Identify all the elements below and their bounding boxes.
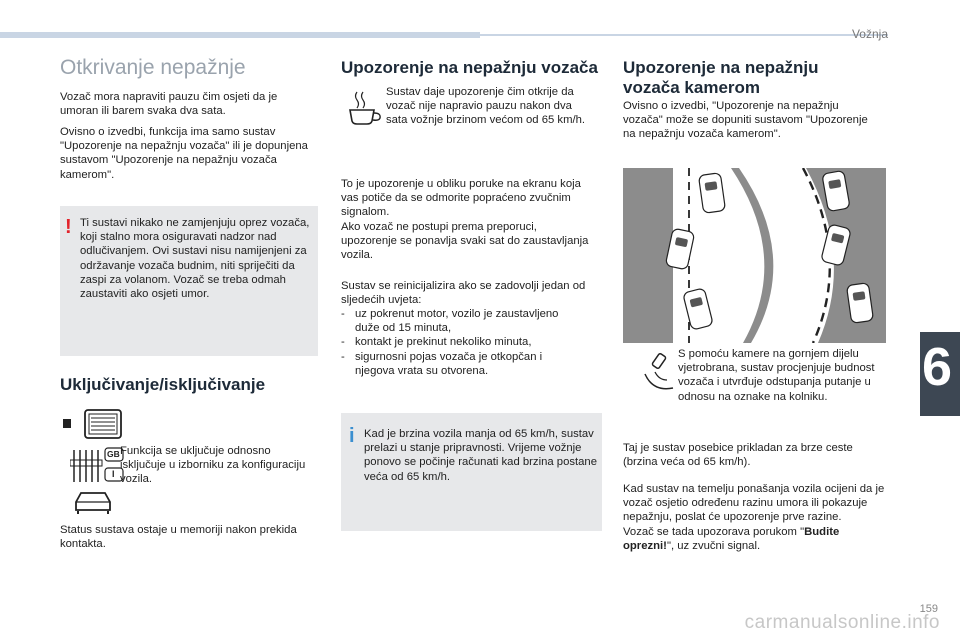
paragraph: Ako vozač ne postupi prema preporuci, upozorenje se ponavlja svaki sat do zaustavljanja vozila. [341,221,589,262]
list-item: - kontakt je prekinut nekoliko minuta, [341,335,581,349]
lane-deviation-illustration [623,168,886,343]
camera-text: S pomoću kamere na gornjem dijelu vjetrobrana, sustav procjenjuje budnost vozača i utvrđuje odstupanja putanje u odnosu na oznake na kolniku. [678,348,875,403]
paragraph: Taj je sustav posebice prikladan za brze ceste (brzina veća od 65 km/h). [623,442,853,469]
warning-text: Ti sustavi nikako ne zamjenjuju oprez vozača, koji stalno mora osiguravati nadzor nad odlučivanjem. Ovi sustavi nisu namijenjeni za održavanje vozača budnim, niti spriječiti da zaspi za volanom. Vozač se treba odmah zaustaviti ako osjeti umor. [80,217,310,301]
paragraph: Ovisno o izvedbi, funkcija ima samo sustav "Upozorenje na nepažnju vozača" ili je dopunjena sustavom "Upozorenje na nepažnju vozača kamerom". [60,126,308,181]
section-name: Vožnja [851,27,888,41]
car-icon [72,488,114,514]
info-box [341,413,602,531]
coffee-cup-icon [347,90,383,126]
header-bar [0,32,480,38]
list-item: - sigurnosni pojas vozača je otkopčan i njegova vrata su otvorena. [341,350,581,378]
paragraph: Sustav se reinicijalizira ako se zadovolji jedan od sljedećih uvjeta: [341,280,586,307]
warning-icon: ! [65,216,72,238]
warning-box [60,206,318,356]
vehicle-menu-icon [70,446,126,486]
header-line [480,34,888,36]
paragraph: To je upozorenje u obliku poruke na ekranu koja vas potiče da se odmorite popraćeno zvučnim signalom. [341,178,581,219]
text-span: Vozač se tada upozorava porukom " [623,525,805,538]
i-label: I [112,469,115,479]
title-upozorenje: Upozorenje na nepažnju vozača [341,58,598,77]
touchscreen-icon [62,408,122,442]
chapter-number: 6 [921,337,952,397]
text-span: Kad sustav na temelju ponašanja vozila ocijeni da je vozač osjetio određenu razinu umora ili pokazuje nepažnju, poslat će upozorenje prve razine. [623,483,885,524]
function-text: Funkcija se uključuje odnosno isključuje u izborniku za konfiguraciju vozila. [120,445,306,486]
text-span: ", uz zvučni signal. [666,539,761,552]
warning-message: Budite oprezni! [623,525,840,552]
info-text: Kad je brzina vozila manja od 65 km/h, sustav prelazi u stanje pripravnosti. Vrijeme vožnje ponovo se počinje računati kad brzina postane veća od 65 km/h. [364,428,597,483]
subtitle-ukljucivanje: Uključivanje/isključivanje [60,375,266,394]
watermark: carmanualsonline.info [744,612,940,633]
paragraph: Ovisno o izvedbi, "Upozorenje na nepažnju vozača" može se dopuniti sustavom "Upozorenje na nepažnju vozača kamerom". [623,100,868,141]
list-item: - uz pokrenut motor, vozilo je zaustavljeno duže od 15 minuta, [341,307,581,335]
paragraph [623,482,885,553]
paragraph: Vozač mora napraviti pauzu čim osjeti da je umoran ili barem svaka dva sata. [60,91,278,118]
title-otkrivanje: Otkrivanje nepažnje [60,56,246,79]
title-kamerom-1: Upozorenje na nepažnju [623,58,819,77]
status-text: Status sustava ostaje u memoriji nakon prekida kontakta. [60,524,297,551]
camera-icon [643,352,679,394]
page-number: 159 [919,603,938,615]
info-icon: i [349,425,355,447]
conditions-list [341,307,581,378]
title-kamerom-2: vozača kamerom [623,78,761,97]
gb-label: GB [107,449,120,459]
intro-text: Sustav daje upozorenje čim otkrije da vozač nije napravio pauzu nakon dva sata vožnje brzinom većom od 65 km/h. [386,86,586,127]
